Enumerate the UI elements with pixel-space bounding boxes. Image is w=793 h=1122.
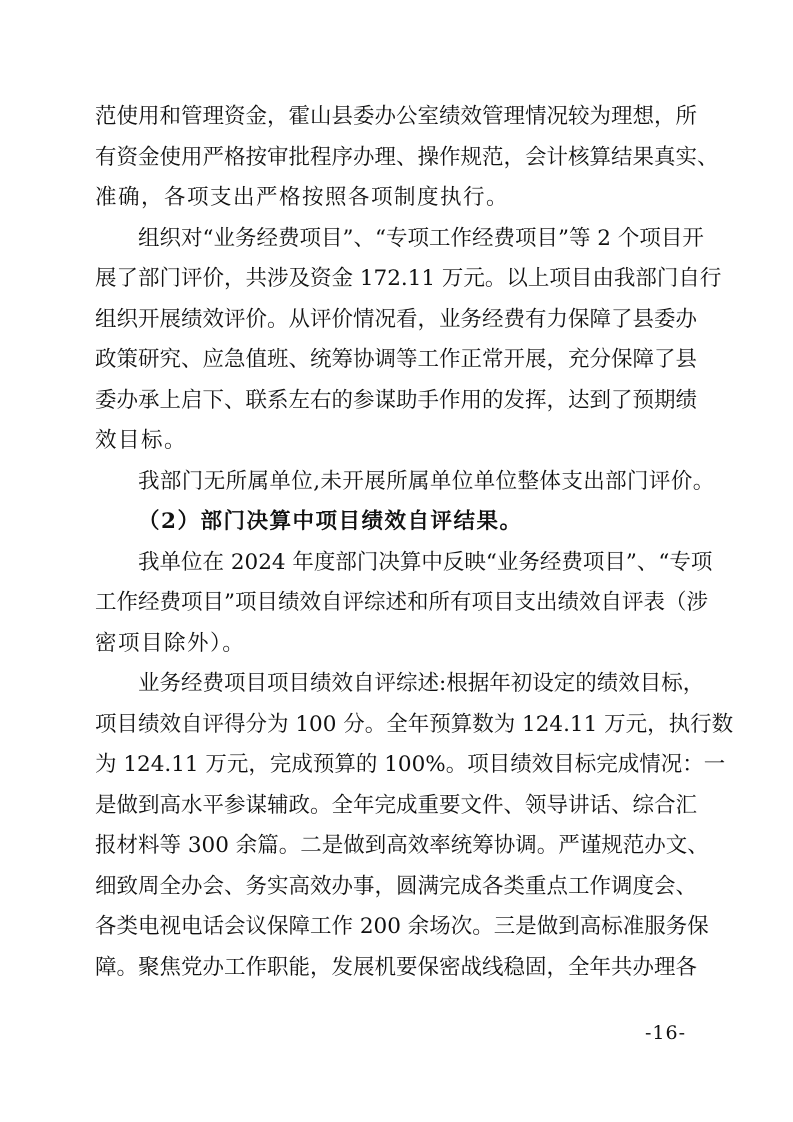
text-line: 展了部门评价，共涉及资金 172.11 万元。以上项目由我部门自行 bbox=[95, 266, 722, 291]
paragraph-no-subordinate-units bbox=[95, 462, 715, 503]
paragraph-final-accounts bbox=[95, 543, 713, 665]
text-line: 准确，各项支出严格按照各项制度执行。 bbox=[95, 185, 510, 210]
text-line: 项目绩效自评得分为 100 分。全年预算数为 124.11 万元，执行数 bbox=[95, 711, 734, 737]
section-heading-project-self-evaluation bbox=[95, 502, 697, 543]
text-line: 效目标。 bbox=[95, 428, 188, 453]
text-line: 报材料等 300 余篇。二是做到高效率统筹协调。严谨规范办文、 bbox=[95, 833, 709, 858]
text-line: 我部门无所属单位,未开展所属单位单位整体支出部门评价。 bbox=[138, 468, 715, 494]
text-line: 障。聚焦党办工作职能，发展机要保密战线稳固，全年共办理各 bbox=[95, 954, 698, 980]
text-line: 委办承上启下、联系左右的参谋助手作用的发挥，达到了预期绩 bbox=[95, 387, 698, 413]
text-line: 政策研究、应急值班、统筹协调等工作正常开展，充分保障了县 bbox=[95, 347, 698, 372]
text-line: 业务经费项目项目绩效自评综述:根据年初设定的绩效目标， bbox=[138, 671, 705, 696]
text-line: 我单位在 2024 年度部门决算中反映“业务经费项目”、“专项 bbox=[138, 549, 713, 575]
text-line: 有资金使用严格按审批程序办理、操作规范，会计核算结果真实、 bbox=[95, 144, 719, 170]
text-line: 密项目除外）。 bbox=[95, 630, 246, 656]
text-line: 组织对“业务经费项目”、“专项工作经费项目”等 2 个项目开 bbox=[138, 225, 704, 251]
text-line: 各类电视电话会议保障工作 200 余场次。三是做到高标准服务保 bbox=[95, 914, 709, 939]
paragraph-department-evaluation bbox=[95, 219, 722, 462]
paragraph-fund-management bbox=[95, 97, 719, 219]
text-line: 组织开展绩效评价。从评价情况看，业务经费有力保障了县委办 bbox=[95, 306, 698, 332]
text-line: 是做到高水平参谋辅政。全年完成重要文件、领导讲话、综合汇 bbox=[95, 792, 698, 818]
text-line: 为 124.11 万元，完成预算的 100%。项目绩效目标完成情况：一 bbox=[95, 752, 726, 777]
text-line: 细致周全办会、务实高效办事，圆满完成各类重点工作调度会、 bbox=[95, 873, 698, 899]
body-text bbox=[95, 97, 734, 988]
text-line: 范使用和管理资金，霍山县委办公室绩效管理情况较为理想，所 bbox=[95, 104, 698, 129]
paragraph-business-funding-summary bbox=[95, 664, 734, 988]
page-number: -16- bbox=[645, 1022, 687, 1044]
section-heading: （2）部门决算中项目绩效自评结果。 bbox=[138, 509, 523, 534]
text-line: 工作经费项目”项目绩效自评综述和所有项目支出绩效自评表（涉 bbox=[95, 590, 708, 615]
